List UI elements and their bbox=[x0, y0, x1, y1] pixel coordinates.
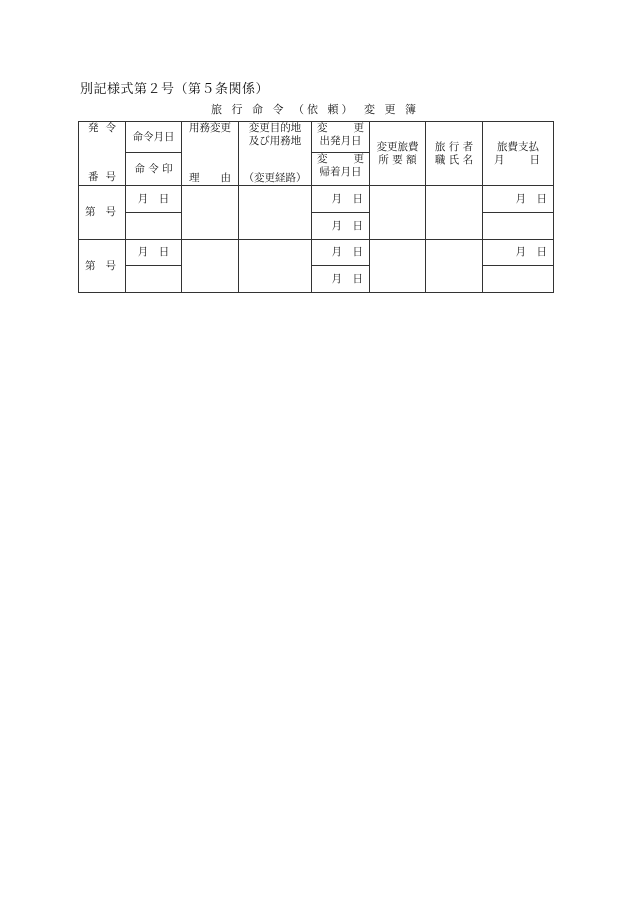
header-duty-change-reason: 用務変更 理 由 bbox=[182, 122, 239, 186]
destination-cell bbox=[239, 240, 312, 293]
payment-blank-cell bbox=[483, 213, 554, 240]
traveler-cell bbox=[426, 240, 483, 293]
reason-cell bbox=[182, 240, 239, 293]
destination-cell bbox=[239, 186, 312, 240]
return-date-cell: 月 日 bbox=[312, 213, 370, 240]
form-title: 旅 行 命 令 （依 頼） 変 更 簿 bbox=[211, 103, 419, 116]
reason-cell bbox=[182, 186, 239, 240]
table-row bbox=[79, 240, 554, 266]
change-ledger-table bbox=[78, 121, 554, 293]
header-traveler: 旅 行 者 職 氏 名 bbox=[426, 122, 483, 186]
header-return-change: 変 更 帰着月日 bbox=[312, 153, 370, 186]
form-label: 別記様式第２号（第５条関係） bbox=[80, 82, 270, 97]
departure-date-cell: 月 日 bbox=[312, 240, 370, 266]
table-row-lower bbox=[79, 266, 554, 293]
payment-date-cell: 月 日 bbox=[483, 240, 554, 266]
header-order-number: 発 令 番 号 bbox=[79, 122, 126, 186]
payment-date-cell: 月 日 bbox=[483, 186, 554, 213]
order-number-cell: 第 号 bbox=[79, 186, 126, 240]
header-destination: 変更目的地 及び用務地 （変更経路） bbox=[239, 122, 312, 186]
travel-cost-cell bbox=[370, 240, 426, 293]
header-row bbox=[79, 122, 554, 153]
header-payment-date: 旅費支払 月 日 bbox=[483, 122, 554, 186]
order-number-cell: 第 号 bbox=[79, 240, 126, 293]
order-seal-cell bbox=[126, 266, 182, 293]
payment-blank-cell bbox=[483, 266, 554, 293]
order-seal-cell bbox=[126, 213, 182, 240]
header-departure-change: 変 更 出発月日 bbox=[312, 122, 370, 153]
order-date-cell: 月 日 bbox=[126, 186, 182, 213]
order-date-cell: 月 日 bbox=[126, 240, 182, 266]
departure-date-cell: 月 日 bbox=[312, 186, 370, 213]
header-travel-cost: 変更旅費 所 要 額 bbox=[370, 122, 426, 186]
travel-cost-cell bbox=[370, 186, 426, 240]
traveler-cell bbox=[426, 186, 483, 240]
header-order-seal: 命 令 印 bbox=[126, 153, 182, 186]
return-date-cell: 月 日 bbox=[312, 266, 370, 293]
header-order-date: 命令月日 bbox=[126, 122, 182, 153]
table-row bbox=[79, 186, 554, 213]
table-row-lower bbox=[79, 213, 554, 240]
